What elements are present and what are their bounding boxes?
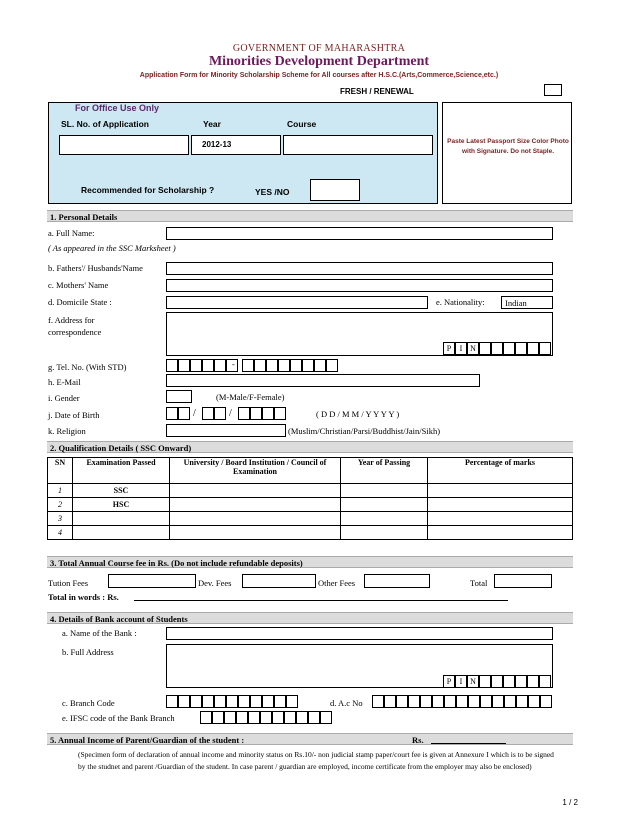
dept-heading: Minorities Development Department	[208, 54, 430, 69]
branch-digit-cell[interactable]	[178, 695, 190, 708]
pin-digit-cell[interactable]	[527, 342, 539, 355]
pin-label-p: P	[443, 342, 455, 355]
branch-digit-cell[interactable]	[286, 695, 298, 708]
pin-label-n: N	[467, 342, 479, 355]
gender-input[interactable]	[166, 390, 192, 403]
ifsc-digit-cell[interactable]	[212, 711, 224, 724]
row-percent-input[interactable]	[428, 498, 573, 512]
income-input-line[interactable]	[431, 743, 506, 744]
bank-name-label: a. Name of the Bank :	[62, 628, 137, 638]
pin-label-i: I	[455, 675, 467, 688]
col-sn: SN	[48, 458, 73, 484]
sl-no-input[interactable]	[59, 135, 189, 155]
ifsc-digit-cell[interactable]	[308, 711, 320, 724]
domicile-label: d. Domicile State :	[48, 297, 112, 307]
branch-digit-cell[interactable]	[250, 695, 262, 708]
row-university-input[interactable]	[170, 512, 341, 526]
pin-digit-cell[interactable]	[539, 342, 551, 355]
tution-fees-input[interactable]	[108, 574, 196, 588]
qualification-header-row	[48, 458, 573, 484]
dob-digit-cell[interactable]	[202, 407, 214, 420]
col-exam: Examination Passed	[73, 458, 170, 484]
dob-digit-cell[interactable]	[214, 407, 226, 420]
full-name-input[interactable]	[166, 227, 553, 240]
email-label: h. E-Mail	[48, 377, 81, 387]
col-year: Year of Passing	[341, 458, 428, 484]
tel-label: g. Tel. No. (With STD)	[48, 362, 127, 372]
account-digit-cell[interactable]	[444, 695, 456, 708]
pin-digit-cell[interactable]	[515, 342, 527, 355]
other-fees-input[interactable]	[364, 574, 430, 588]
pin-digit-cell[interactable]	[515, 675, 527, 688]
account-digit-cell[interactable]	[408, 695, 420, 708]
row-sn: 2	[48, 498, 73, 512]
tel-digit-cell[interactable]	[302, 359, 314, 372]
domicile-input[interactable]	[166, 296, 428, 309]
row-exam: HSC	[73, 498, 170, 512]
tel-digit-cell[interactable]	[202, 359, 214, 372]
pin-digit-cell[interactable]	[491, 342, 503, 355]
gender-label: i. Gender	[48, 393, 80, 403]
form-subtitle: Application Form for Minority Scholarship Scheme for All courses after H.S.C.(Arts,Commerce,Science,etc.)	[139, 72, 499, 79]
fathers-name-input[interactable]	[166, 262, 553, 275]
pin-label-i: I	[455, 342, 467, 355]
income-declaration-note: (Specimen form of declaration of annual income and minority status on Rs.10/- non judicial stamp paper/court fee is given at Annexure I which is to be signed by the studnet and parent /Guardian of the student. In case parent / guardian are employed, income certificate from the employer may also be enclosed)	[78, 750, 554, 771]
pin-digit-cell[interactable]	[491, 675, 503, 688]
ifsc-digit-cell[interactable]	[272, 711, 284, 724]
email-input[interactable]	[166, 374, 480, 387]
account-digit-cell[interactable]	[384, 695, 396, 708]
tel-digit-cell[interactable]	[290, 359, 302, 372]
dob-slash-1: /	[193, 408, 196, 419]
table-row	[48, 526, 573, 540]
year-input[interactable]: 2012-13	[191, 135, 281, 155]
income-rs-label: Rs.	[412, 735, 424, 745]
pin-digit-cell[interactable]	[527, 675, 539, 688]
row-percent-input[interactable]	[428, 484, 573, 498]
dob-slash-2: /	[229, 408, 232, 419]
account-digit-cell[interactable]	[480, 695, 492, 708]
branch-code-label: c. Branch Code	[62, 698, 115, 708]
religion-input[interactable]	[166, 424, 286, 437]
ifsc-digit-cell[interactable]	[200, 711, 212, 724]
table-row	[48, 484, 573, 498]
tel-digit-cell[interactable]	[278, 359, 290, 372]
account-digit-cell[interactable]	[456, 695, 468, 708]
dob-digit-cell[interactable]	[262, 407, 274, 420]
account-digit-cell[interactable]	[468, 695, 480, 708]
account-digit-cell[interactable]	[504, 695, 516, 708]
mothers-name-input[interactable]	[166, 279, 553, 292]
dob-digit-cell[interactable]	[250, 407, 262, 420]
religion-label: k. Religion	[48, 426, 86, 436]
section-income	[47, 733, 573, 745]
row-exam: SSC	[73, 484, 170, 498]
gender-hint: (M-Male/F-Female)	[216, 392, 285, 402]
row-year-input[interactable]	[341, 484, 428, 498]
nationality-input[interactable]: Indian	[501, 296, 553, 309]
ifsc-digit-cell[interactable]	[224, 711, 236, 724]
row-sn: 3	[48, 512, 73, 526]
row-university-input[interactable]	[170, 484, 341, 498]
branch-digit-cell[interactable]	[202, 695, 214, 708]
dob-digit-cell[interactable]	[274, 407, 286, 420]
branch-digit-cell[interactable]	[214, 695, 226, 708]
tution-fees-label: Tution Fees	[48, 578, 89, 588]
tel-digit-cell[interactable]	[314, 359, 326, 372]
photo-instructions: Paste Latest Passport Size Color Photo with Signature. Do not Staple.	[447, 138, 569, 155]
bank-address-label: b. Full Address	[62, 647, 114, 657]
bank-name-input[interactable]	[166, 627, 553, 640]
tel-digit-cell[interactable]	[178, 359, 190, 372]
nationality-label: e. Nationality:	[436, 297, 485, 307]
dob-digit-cell[interactable]	[178, 407, 190, 420]
pin-label-p: P	[443, 675, 455, 688]
tel-digit-cell[interactable]	[266, 359, 278, 372]
dev-fees-input[interactable]	[242, 574, 316, 588]
row-university-input[interactable]	[170, 498, 341, 512]
tel-digit-cell[interactable]	[254, 359, 266, 372]
total-words-label: Total in words : Rs.	[48, 592, 119, 602]
ifsc-digit-cell[interactable]	[296, 711, 308, 724]
recommended-label: Recommended for Scholarship ?	[81, 185, 215, 195]
col-university: University / Board Institution / Council of Examination	[170, 458, 341, 484]
full-name-label: a. Full Name:	[48, 228, 95, 238]
table-row	[48, 498, 573, 512]
govt-heading: GOVERNMENT OF MAHARASHTRA	[232, 43, 406, 54]
row-university-input[interactable]	[170, 526, 341, 540]
tel-dash: -	[232, 359, 235, 369]
total-input[interactable]	[494, 574, 552, 588]
yes-no-label: YES /NO	[255, 187, 290, 197]
row-percent-input[interactable]	[428, 526, 573, 540]
account-digit-cell[interactable]	[432, 695, 444, 708]
ifsc-digit-cell[interactable]	[284, 711, 296, 724]
pin-digit-cell[interactable]	[503, 342, 515, 355]
ifsc-digit-cell[interactable]	[320, 711, 332, 724]
mothers-name-label: c. Mothers' Name	[48, 280, 109, 290]
fathers-name-label: b. Fathers'/ Husbands'Name	[48, 263, 143, 273]
branch-digit-cell[interactable]	[190, 695, 202, 708]
tel-digit-cell[interactable]	[190, 359, 202, 372]
pin-digit-cell[interactable]	[479, 675, 491, 688]
row-sn: 1	[48, 484, 73, 498]
course-input[interactable]	[283, 135, 433, 155]
pin-digit-cell[interactable]	[479, 342, 491, 355]
section-personal-details: 1. Personal Details	[47, 210, 573, 222]
ifsc-digit-cell[interactable]	[236, 711, 248, 724]
total-label: Total	[470, 578, 488, 588]
account-digit-cell[interactable]	[420, 695, 432, 708]
income-title: 5. Annual Income of Parent/Guardian of the student :	[50, 735, 245, 745]
pin-digit-cell[interactable]	[539, 675, 551, 688]
ifsc-digit-cell[interactable]	[248, 711, 260, 724]
fresh-renewal-label: FRESH / RENEWAL	[340, 87, 414, 96]
row-exam-input[interactable]	[73, 512, 170, 526]
section-qualification: 2. Qualification Details ( SSC Onward)	[47, 441, 573, 453]
dob-label: j. Date of Birth	[48, 410, 100, 420]
branch-digit-cell[interactable]	[166, 695, 178, 708]
pin-label-n: N	[467, 675, 479, 688]
row-year-input[interactable]	[341, 498, 428, 512]
row-sn: 4	[48, 526, 73, 540]
pin-digit-cell[interactable]	[503, 675, 515, 688]
other-fees-label: Other Fees	[318, 578, 356, 588]
address-label-line1: f. Address for	[48, 315, 95, 325]
branch-digit-cell[interactable]	[226, 695, 238, 708]
row-year-input[interactable]	[341, 526, 428, 540]
account-no-label: d. A.c No	[330, 698, 363, 708]
tel-digit-cell[interactable]	[166, 359, 178, 372]
tel-digit-cell[interactable]	[214, 359, 226, 372]
ssc-note: ( As appeared in the SSC Marksheet )	[48, 243, 176, 253]
account-digit-cell[interactable]	[528, 695, 540, 708]
course-label: Course	[287, 119, 317, 129]
office-use-panel	[48, 102, 438, 204]
ifsc-label: e. IFSC code of the Bank Branch	[62, 713, 175, 723]
branch-digit-cell[interactable]	[238, 695, 250, 708]
account-digit-cell[interactable]	[540, 695, 552, 708]
row-exam-input[interactable]	[73, 526, 170, 540]
account-digit-cell[interactable]	[516, 695, 528, 708]
year-label: Year	[203, 119, 221, 129]
recommended-input[interactable]	[310, 179, 360, 201]
dev-fees-label: Dev. Fees	[198, 578, 232, 588]
col-percentage: Percentage of marks	[428, 458, 573, 484]
row-year-input[interactable]	[341, 512, 428, 526]
section-fees: 3. Total Annual Course fee in Rs. (Do not include refundable deposits)	[47, 556, 573, 568]
branch-digit-cell[interactable]	[262, 695, 274, 708]
fresh-renewal-box[interactable]	[544, 84, 562, 96]
address-label-line2: correspondence	[48, 327, 102, 337]
dob-digit-cell[interactable]	[238, 407, 250, 420]
page-number: 1 / 2	[562, 798, 578, 807]
dob-format: ( D D / M M / Y Y Y Y )	[316, 409, 400, 419]
account-digit-cell[interactable]	[492, 695, 504, 708]
account-digit-cell[interactable]	[396, 695, 408, 708]
table-row	[48, 512, 573, 526]
dob-digit-cell[interactable]	[166, 407, 178, 420]
section-bank: 4. Details of Bank account of Students	[47, 612, 573, 624]
branch-digit-cell[interactable]	[274, 695, 286, 708]
total-words-line[interactable]	[134, 600, 508, 601]
ifsc-digit-cell[interactable]	[260, 711, 272, 724]
photo-box[interactable]	[442, 102, 572, 204]
account-digit-cell[interactable]	[372, 695, 384, 708]
tel-digit-cell[interactable]	[242, 359, 254, 372]
office-use-title: For Office Use Only	[75, 103, 160, 113]
sl-no-label: SL. No. of Application	[61, 119, 149, 129]
qualification-table	[47, 457, 573, 540]
row-percent-input[interactable]	[428, 512, 573, 526]
tel-digit-cell[interactable]	[326, 359, 338, 372]
religion-hint: (Muslim/Christian/Parsi/Buddhist/Jain/Sikh)	[288, 426, 441, 436]
